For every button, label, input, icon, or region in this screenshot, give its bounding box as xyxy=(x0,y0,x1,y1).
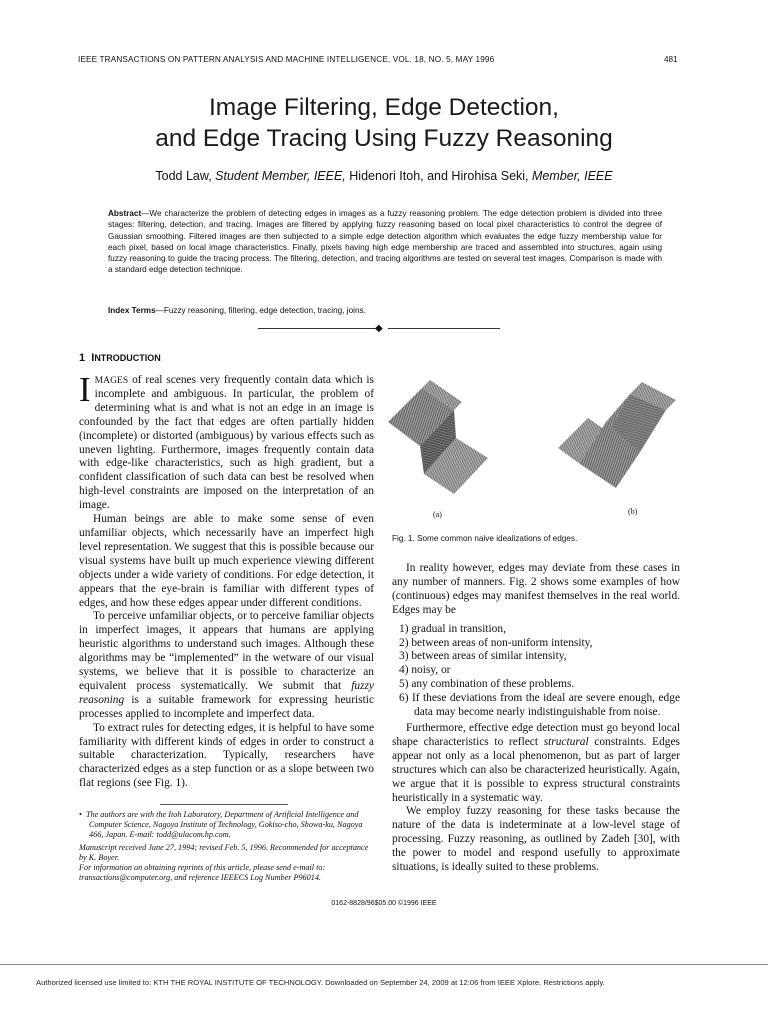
footnote: Manuscript received June 27, 1994; revised Feb. 5, 1996. Recommended for acceptance by K. Boyer. xyxy=(79,842,369,862)
list-item: 6) If these deviations from the ideal are severe enough, edge data may become nearly indistinguishable from noise. xyxy=(399,692,680,719)
footnote-rule xyxy=(160,804,288,805)
paragraph: To extract rules for detecting edges, it is helpful to have some familiarity with different kinds of edges in order to construct a suitable characterization. Typically, researchers have characterized edges as a step function or as a slope between two flat regions (see Fig. 1). xyxy=(79,721,374,790)
bottom-rule xyxy=(0,964,768,965)
footnote-text: The authors are with the Itoh Laboratory, Department of Artificial Intelligence and Computer Science, Nagoya Institute of Technology, Gokiso-cho, Showa-ku, Nagoya 466, Japan. E-mail: todd@ulacom.hp.com. xyxy=(85,810,363,840)
footnote: For information on obtaining reprints of this article, please send e-mail to: transactions@computer.org, and reference IEEECS Log Number P96014. xyxy=(79,863,326,883)
paragraph-text: of real scenes very frequently contain data which is incomplete and ambiguous. In particular, the problem of determining what is and what is not an edge in an image is confounded by the fact that edges are often partially hidden (incomplete) or distorted (ambiguous) by various effects such as uneven lighting. Furthermore, images frequently contain data with edge-like characteristics, such as high gradient, but a confident classification of such data can best be resolved when high-level constraints are imposed on the interpretation of an image. xyxy=(79,374,374,512)
figure-1 xyxy=(384,366,680,516)
paragraph xyxy=(392,722,680,805)
bullet-icon: • xyxy=(79,810,82,819)
paragraph: Human beings are able to make some sense of even unfamiliar objects, which necessarily have an imperfect high level representation. We suggest that this is possible because our visual systems have built up much experience viewing different objects under a wide variety of conditions. For edge detection, it appears that the eye-brain is familiar with different types of edges, and how these edges appear under different conditions. xyxy=(79,513,374,609)
emphasis: structural xyxy=(543,735,589,748)
running-header: IEEE TRANSACTIONS ON PATTERN ANALYSIS AND MACHINE INTELLIGENCE, VOL. 18, NO. 5, MAY 1996 xyxy=(78,55,495,64)
paragraph: We employ fuzzy reasoning for these tasks because the nature of the data is indeterminate at a low-level stage of processing. Fuzzy reasoning, as outlined by Zadeh [30], with the power to model and respond usefully to approximate situations, is ideally suited to these problems. xyxy=(392,805,680,874)
figure-label-a: (a) xyxy=(433,510,442,519)
figure-1b-slope-edge xyxy=(558,382,676,488)
section-title-rest: NTRODUCTION xyxy=(94,353,161,363)
author-1: Todd Law, xyxy=(155,169,212,183)
author-1-role: Student Member, IEEE, xyxy=(215,169,346,183)
section-heading xyxy=(79,352,161,364)
page-number: 481 xyxy=(664,55,678,64)
list-item: 4) noisy, or xyxy=(399,664,451,677)
footnote xyxy=(79,810,374,841)
list-item: 3) between areas of similar intensity, xyxy=(399,650,567,663)
paragraph-text: To perceive unfamiliar objects, or to perceive familiar objects in imperfect images, it appears that humans are applying heuristic algorithms to understand such images. Although these algorithms may be “implemented” in the wetware of our visual systems, we believe that it is possible to characterize an equivalent process systematically. We submit that xyxy=(79,610,374,692)
index-terms xyxy=(108,306,662,315)
figure-caption: Fig. 1. Some common naive idealizations of edges. xyxy=(392,534,578,543)
body-column-right xyxy=(392,562,680,875)
paragraph-text: Furthermore, effective edge detection must go beyond local shape characteristics to reflect xyxy=(392,721,680,748)
section-number: 1 xyxy=(79,352,86,364)
emphasis: fuzzy reasoning xyxy=(79,679,374,706)
title-line-1: Image Filtering, Edge Detection, xyxy=(209,94,559,121)
paragraph: In reality however, edges may deviate from these cases in any number of manners. Fig. 2 shows some examples of how (continuous) edges may manifest themselves in the real world. Edges may be xyxy=(392,562,680,616)
figure-1a-step-edge xyxy=(388,380,488,494)
footnotes xyxy=(79,810,374,883)
list-item: 5) any combination of these problems. xyxy=(399,678,575,691)
abstract-label: Abstract xyxy=(108,209,142,218)
paper-title xyxy=(40,92,728,154)
list-item: 1) gradual in transition, xyxy=(399,622,506,635)
index-terms-label: Index Terms xyxy=(108,306,156,315)
author-2: Hidenori Itoh, and Hirohisa Seki, xyxy=(349,169,529,183)
dropcap: I xyxy=(79,370,91,409)
divider-line-right xyxy=(388,328,500,329)
diamond-icon: ◆ xyxy=(375,323,383,334)
copyright-line: 0162-8828/96$05.00 ©1996 IEEE xyxy=(331,900,437,907)
body-column-left xyxy=(79,370,374,791)
list-item: 2) between areas of non-uniform intensity, xyxy=(399,636,593,649)
smallcaps-lead: MAGES xyxy=(94,375,129,386)
paragraph xyxy=(79,610,374,721)
license-notice: Authorized licensed use limited to: KTH THE ROYAL INSTITUTE OF TECHNOLOGY. Downloaded on September 24, 2009 at 12:06 from IEEE Xplore. Restrictions apply. xyxy=(36,978,605,987)
edge-types-list xyxy=(392,623,680,720)
author-line xyxy=(40,169,728,183)
author-2-role: Member, IEEE xyxy=(532,169,613,183)
paragraph xyxy=(79,370,374,513)
abstract xyxy=(108,208,662,276)
abstract-text: —We characterize the problem of detecting edges in images as a fuzzy reasoning problem. The edge detection problem is divided into three stages: filtering, detection, and tracing. Images are filtered by applying fuzzy reasoning based on local pixel characteristics to control the degree of Gaussian smoothing. Filtered images are then subjected to a simple edge detection algorithm which evaluates the edge fuzzy membership value for each pixel, based on local image characteristics. Finally, pixels having high edge membership are traced and assembled into structures, again using fuzzy reasoning to guide the tracing process. The filtering, detection, and tracing algorithms are tested on several test images. Comparison is made with a standard edge detection technique. xyxy=(108,209,662,275)
divider-line-left xyxy=(258,328,376,329)
figure-label-b: (b) xyxy=(628,507,638,516)
paragraph-text: is a suitable framework for expressing heuristic processes applied to incomplete and imperfect data. xyxy=(79,693,374,720)
section-first-letter: I xyxy=(91,352,95,364)
paragraph-text: constraints. Edges appear not only as a local phenomenon, but as part of larger structures which can also be characterized heuristically. Again, we argue that it is possible to express structural constraints heuristically in a systematic way. xyxy=(392,735,680,804)
title-line-2: and Edge Tracing Using Fuzzy Reasoning xyxy=(155,125,613,152)
index-terms-text: —Fuzzy reasoning, filtering, edge detection, tracing, joins. xyxy=(155,306,366,315)
